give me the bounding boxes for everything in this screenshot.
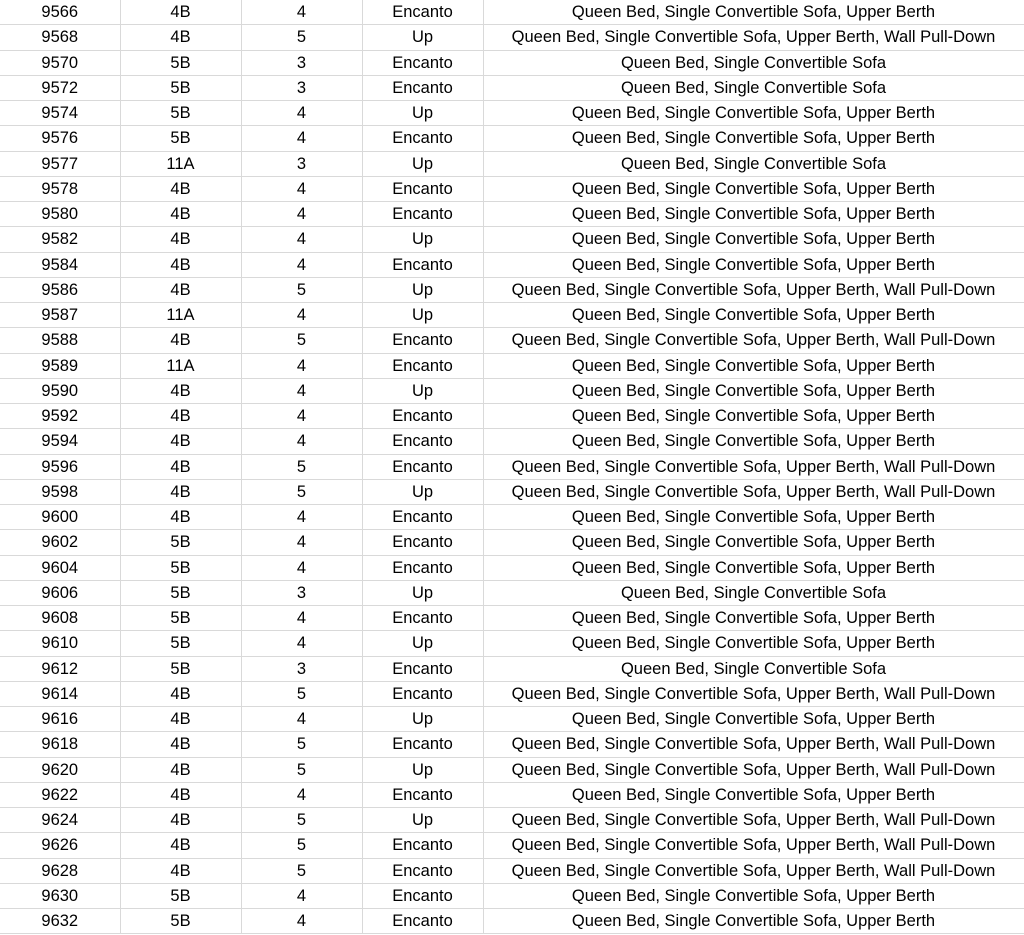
cell-cabin-number[interactable]: 9596: [0, 454, 120, 479]
cell-cabin-number[interactable]: 9578: [0, 176, 120, 201]
cell-location[interactable]: Up: [362, 757, 483, 782]
cell-bed-configuration[interactable]: Queen Bed, Single Convertible Sofa, Upper Berth, Wall Pull-Down: [483, 681, 1024, 706]
cell-deck[interactable]: 4B: [120, 0, 241, 25]
cell-bed-configuration[interactable]: Queen Bed, Single Convertible Sofa, Upper Berth: [483, 909, 1024, 934]
cell-deck[interactable]: 5B: [120, 631, 241, 656]
cell-occupancy[interactable]: 5: [241, 454, 362, 479]
cell-bed-configuration[interactable]: Queen Bed, Single Convertible Sofa, Upper Berth, Wall Pull-Down: [483, 833, 1024, 858]
cell-occupancy[interactable]: 5: [241, 25, 362, 50]
cell-bed-configuration[interactable]: Queen Bed, Single Convertible Sofa, Upper Berth: [483, 101, 1024, 126]
cell-deck[interactable]: 5B: [120, 101, 241, 126]
cell-occupancy[interactable]: 4: [241, 378, 362, 403]
cell-deck[interactable]: 4B: [120, 252, 241, 277]
cell-deck[interactable]: 4B: [120, 833, 241, 858]
cell-bed-configuration[interactable]: Queen Bed, Single Convertible Sofa, Upper Berth: [483, 505, 1024, 530]
table-row: [0, 252, 1024, 277]
cell-location[interactable]: Up: [362, 808, 483, 833]
cell-cabin-number[interactable]: 9612: [0, 656, 120, 681]
cell-cabin-number[interactable]: 9572: [0, 75, 120, 100]
cell-deck[interactable]: 11A: [120, 353, 241, 378]
table-row: [0, 782, 1024, 807]
cell-occupancy[interactable]: 5: [241, 808, 362, 833]
cell-cabin-number[interactable]: 9566: [0, 0, 120, 25]
table-row: [0, 126, 1024, 151]
table-row: [0, 808, 1024, 833]
cell-cabin-number[interactable]: 9584: [0, 252, 120, 277]
cell-occupancy[interactable]: 4: [241, 126, 362, 151]
cell-deck[interactable]: 5B: [120, 530, 241, 555]
cell-deck[interactable]: 5B: [120, 75, 241, 100]
cell-deck[interactable]: 5B: [120, 606, 241, 631]
cell-occupancy[interactable]: 5: [241, 681, 362, 706]
cell-location[interactable]: Encanto: [362, 328, 483, 353]
cell-location[interactable]: Encanto: [362, 505, 483, 530]
cell-cabin-number[interactable]: 9598: [0, 479, 120, 504]
cell-location[interactable]: Encanto: [362, 353, 483, 378]
cell-bed-configuration[interactable]: Queen Bed, Single Convertible Sofa, Upper Berth: [483, 303, 1024, 328]
cell-occupancy[interactable]: 4: [241, 353, 362, 378]
cell-cabin-number[interactable]: 9587: [0, 303, 120, 328]
table-row: [0, 0, 1024, 25]
cell-occupancy[interactable]: 4: [241, 404, 362, 429]
cell-bed-configuration[interactable]: Queen Bed, Single Convertible Sofa, Upper Berth: [483, 429, 1024, 454]
cell-occupancy[interactable]: 5: [241, 479, 362, 504]
cell-location[interactable]: Encanto: [362, 883, 483, 908]
cell-occupancy[interactable]: 4: [241, 530, 362, 555]
cell-occupancy[interactable]: 4: [241, 707, 362, 732]
cell-cabin-number[interactable]: 9610: [0, 631, 120, 656]
cell-bed-configuration[interactable]: Queen Bed, Single Convertible Sofa, Upper Berth: [483, 631, 1024, 656]
cell-bed-configuration[interactable]: Queen Bed, Single Convertible Sofa, Upper Berth, Wall Pull-Down: [483, 277, 1024, 302]
table-row: [0, 454, 1024, 479]
cell-bed-configuration[interactable]: Queen Bed, Single Convertible Sofa: [483, 75, 1024, 100]
cell-cabin-number[interactable]: 9577: [0, 151, 120, 176]
cell-bed-configuration[interactable]: Queen Bed, Single Convertible Sofa, Upper Berth, Wall Pull-Down: [483, 808, 1024, 833]
table-row: [0, 757, 1024, 782]
cell-occupancy[interactable]: 4: [241, 631, 362, 656]
cell-cabin-number[interactable]: 9568: [0, 25, 120, 50]
cell-location[interactable]: Encanto: [362, 681, 483, 706]
cell-bed-configuration[interactable]: Queen Bed, Single Convertible Sofa: [483, 656, 1024, 681]
cell-location[interactable]: Encanto: [362, 126, 483, 151]
cell-occupancy[interactable]: 4: [241, 176, 362, 201]
cell-cabin-number[interactable]: 9594: [0, 429, 120, 454]
table-row: [0, 202, 1024, 227]
cell-deck[interactable]: 5B: [120, 883, 241, 908]
cell-cabin-number[interactable]: 9576: [0, 126, 120, 151]
cell-deck[interactable]: 4B: [120, 176, 241, 201]
cell-deck[interactable]: 4B: [120, 25, 241, 50]
cell-deck[interactable]: 4B: [120, 277, 241, 302]
cell-deck[interactable]: 4B: [120, 782, 241, 807]
cell-location[interactable]: Encanto: [362, 404, 483, 429]
cell-location[interactable]: Up: [362, 101, 483, 126]
table-row: [0, 833, 1024, 858]
table-row: [0, 656, 1024, 681]
cell-deck[interactable]: 4B: [120, 707, 241, 732]
cell-location[interactable]: Up: [362, 277, 483, 302]
cell-cabin-number[interactable]: 9588: [0, 328, 120, 353]
cell-bed-configuration[interactable]: Queen Bed, Single Convertible Sofa: [483, 580, 1024, 605]
cell-deck[interactable]: 4B: [120, 757, 241, 782]
cell-bed-configuration[interactable]: Queen Bed, Single Convertible Sofa, Upper Berth, Wall Pull-Down: [483, 858, 1024, 883]
table-row: [0, 732, 1024, 757]
cell-deck[interactable]: 4B: [120, 858, 241, 883]
cell-bed-configuration[interactable]: Queen Bed, Single Convertible Sofa, Upper Berth: [483, 202, 1024, 227]
cell-occupancy[interactable]: 4: [241, 782, 362, 807]
table-row: [0, 555, 1024, 580]
cell-bed-configuration[interactable]: Queen Bed, Single Convertible Sofa, Upper Berth: [483, 252, 1024, 277]
cell-bed-configuration[interactable]: Queen Bed, Single Convertible Sofa, Upper Berth: [483, 883, 1024, 908]
cell-occupancy[interactable]: 5: [241, 277, 362, 302]
cell-location[interactable]: Encanto: [362, 252, 483, 277]
table-row: [0, 681, 1024, 706]
table-row: [0, 303, 1024, 328]
cell-cabin-number[interactable]: 9616: [0, 707, 120, 732]
cell-location[interactable]: Encanto: [362, 909, 483, 934]
cell-occupancy[interactable]: 3: [241, 75, 362, 100]
cell-deck[interactable]: 11A: [120, 151, 241, 176]
table-row: [0, 707, 1024, 732]
cell-deck[interactable]: 5B: [120, 909, 241, 934]
table-row: [0, 606, 1024, 631]
cell-occupancy[interactable]: 3: [241, 656, 362, 681]
cell-location[interactable]: Up: [362, 25, 483, 50]
cell-bed-configuration[interactable]: Queen Bed, Single Convertible Sofa, Upper Berth: [483, 227, 1024, 252]
cell-deck[interactable]: 4B: [120, 454, 241, 479]
cell-cabin-number[interactable]: 9608: [0, 606, 120, 631]
cell-location[interactable]: Encanto: [362, 656, 483, 681]
table-row: [0, 631, 1024, 656]
cell-deck[interactable]: 5B: [120, 555, 241, 580]
cell-bed-configuration[interactable]: Queen Bed, Single Convertible Sofa, Upper Berth: [483, 606, 1024, 631]
cell-location[interactable]: Up: [362, 151, 483, 176]
table-row: [0, 909, 1024, 934]
table-row: [0, 176, 1024, 201]
table-row: [0, 75, 1024, 100]
cell-bed-configuration[interactable]: Queen Bed, Single Convertible Sofa, Upper Berth: [483, 353, 1024, 378]
cell-bed-configuration[interactable]: Queen Bed, Single Convertible Sofa, Upper Berth, Wall Pull-Down: [483, 732, 1024, 757]
cell-location[interactable]: Encanto: [362, 606, 483, 631]
cell-occupancy[interactable]: 5: [241, 858, 362, 883]
cell-location[interactable]: Up: [362, 227, 483, 252]
cell-deck[interactable]: 4B: [120, 732, 241, 757]
cell-deck[interactable]: 4B: [120, 479, 241, 504]
cell-occupancy[interactable]: 4: [241, 303, 362, 328]
cell-cabin-number[interactable]: 9604: [0, 555, 120, 580]
cell-location[interactable]: Encanto: [362, 555, 483, 580]
cell-location[interactable]: Encanto: [362, 858, 483, 883]
cell-bed-configuration[interactable]: Queen Bed, Single Convertible Sofa, Upper Berth: [483, 126, 1024, 151]
table-row: [0, 353, 1024, 378]
cell-deck[interactable]: 5B: [120, 50, 241, 75]
cell-bed-configuration[interactable]: Queen Bed, Single Convertible Sofa, Upper Berth: [483, 0, 1024, 25]
cell-cabin-number[interactable]: 9624: [0, 808, 120, 833]
cell-deck[interactable]: 4B: [120, 808, 241, 833]
table-row: [0, 25, 1024, 50]
cell-deck[interactable]: 4B: [120, 227, 241, 252]
cell-occupancy[interactable]: 4: [241, 555, 362, 580]
cell-location[interactable]: Encanto: [362, 0, 483, 25]
cell-deck[interactable]: 4B: [120, 202, 241, 227]
cell-bed-configuration[interactable]: Queen Bed, Single Convertible Sofa, Upper Berth: [483, 530, 1024, 555]
cell-occupancy[interactable]: 4: [241, 252, 362, 277]
cell-bed-configuration[interactable]: Queen Bed, Single Convertible Sofa, Upper Berth: [483, 404, 1024, 429]
cell-location[interactable]: Encanto: [362, 75, 483, 100]
cell-location[interactable]: Encanto: [362, 202, 483, 227]
cell-bed-configuration[interactable]: Queen Bed, Single Convertible Sofa: [483, 151, 1024, 176]
cell-deck[interactable]: 4B: [120, 404, 241, 429]
table-row: [0, 404, 1024, 429]
cell-deck[interactable]: 5B: [120, 580, 241, 605]
cell-cabin-number[interactable]: 9590: [0, 378, 120, 403]
cell-bed-configuration[interactable]: Queen Bed, Single Convertible Sofa, Upper Berth, Wall Pull-Down: [483, 454, 1024, 479]
cell-bed-configuration[interactable]: Queen Bed, Single Convertible Sofa, Upper Berth: [483, 378, 1024, 403]
cell-deck[interactable]: 11A: [120, 303, 241, 328]
cell-cabin-number[interactable]: 9602: [0, 530, 120, 555]
cell-cabin-number[interactable]: 9600: [0, 505, 120, 530]
cell-bed-configuration[interactable]: Queen Bed, Single Convertible Sofa, Upper Berth, Wall Pull-Down: [483, 25, 1024, 50]
cell-bed-configuration[interactable]: Queen Bed, Single Convertible Sofa, Upper Berth, Wall Pull-Down: [483, 479, 1024, 504]
cell-deck[interactable]: 4B: [120, 681, 241, 706]
cell-cabin-number[interactable]: 9574: [0, 101, 120, 126]
cell-location[interactable]: Encanto: [362, 176, 483, 201]
table-row: [0, 378, 1024, 403]
table-row: [0, 227, 1024, 252]
cell-cabin-number[interactable]: 9606: [0, 580, 120, 605]
cell-cabin-number[interactable]: 9626: [0, 833, 120, 858]
cell-deck[interactable]: 5B: [120, 126, 241, 151]
cell-occupancy[interactable]: 4: [241, 505, 362, 530]
cell-bed-configuration[interactable]: Queen Bed, Single Convertible Sofa, Upper Berth: [483, 707, 1024, 732]
cell-bed-configuration[interactable]: Queen Bed, Single Convertible Sofa, Upper Berth, Wall Pull-Down: [483, 328, 1024, 353]
cell-location[interactable]: Up: [362, 631, 483, 656]
cell-deck[interactable]: 4B: [120, 429, 241, 454]
cell-occupancy[interactable]: 3: [241, 151, 362, 176]
cell-bed-configuration[interactable]: Queen Bed, Single Convertible Sofa, Upper Berth: [483, 176, 1024, 201]
table-row: [0, 505, 1024, 530]
cell-cabin-number[interactable]: 9570: [0, 50, 120, 75]
table-row: [0, 429, 1024, 454]
cell-location[interactable]: Up: [362, 580, 483, 605]
cell-occupancy[interactable]: 3: [241, 50, 362, 75]
cell-occupancy[interactable]: 4: [241, 101, 362, 126]
cell-occupancy[interactable]: 4: [241, 0, 362, 25]
cell-cabin-number[interactable]: 9622: [0, 782, 120, 807]
cell-location[interactable]: Encanto: [362, 429, 483, 454]
cell-cabin-number[interactable]: 9618: [0, 732, 120, 757]
table-row: [0, 858, 1024, 883]
cell-cabin-number[interactable]: 9589: [0, 353, 120, 378]
cell-bed-configuration[interactable]: Queen Bed, Single Convertible Sofa, Upper Berth: [483, 555, 1024, 580]
cell-occupancy[interactable]: 4: [241, 606, 362, 631]
cell-location[interactable]: Encanto: [362, 782, 483, 807]
cell-bed-configuration[interactable]: Queen Bed, Single Convertible Sofa, Upper Berth: [483, 782, 1024, 807]
cell-occupancy[interactable]: 4: [241, 227, 362, 252]
cell-occupancy[interactable]: 4: [241, 202, 362, 227]
cell-deck[interactable]: 4B: [120, 378, 241, 403]
cell-occupancy[interactable]: 5: [241, 732, 362, 757]
cell-cabin-number[interactable]: 9592: [0, 404, 120, 429]
table-row: [0, 530, 1024, 555]
table-row: [0, 151, 1024, 176]
cell-cabin-number[interactable]: 9582: [0, 227, 120, 252]
cell-occupancy[interactable]: 4: [241, 909, 362, 934]
cell-bed-configuration[interactable]: Queen Bed, Single Convertible Sofa: [483, 50, 1024, 75]
cell-cabin-number[interactable]: 9632: [0, 909, 120, 934]
cell-occupancy[interactable]: 4: [241, 429, 362, 454]
cell-cabin-number[interactable]: 9580: [0, 202, 120, 227]
cell-location[interactable]: Up: [362, 479, 483, 504]
cell-cabin-number[interactable]: 9586: [0, 277, 120, 302]
cell-occupancy[interactable]: 5: [241, 833, 362, 858]
cell-location[interactable]: Encanto: [362, 454, 483, 479]
cell-cabin-number[interactable]: 9630: [0, 883, 120, 908]
table-row: [0, 328, 1024, 353]
cell-occupancy[interactable]: 4: [241, 883, 362, 908]
cell-location[interactable]: Up: [362, 303, 483, 328]
table-row: [0, 580, 1024, 605]
cell-deck[interactable]: 4B: [120, 505, 241, 530]
table-row: [0, 479, 1024, 504]
cell-deck[interactable]: 4B: [120, 328, 241, 353]
table-row: [0, 101, 1024, 126]
table-row: [0, 883, 1024, 908]
cell-location[interactable]: Up: [362, 378, 483, 403]
cell-location[interactable]: Encanto: [362, 50, 483, 75]
cell-cabin-number[interactable]: 9620: [0, 757, 120, 782]
cell-bed-configuration[interactable]: Queen Bed, Single Convertible Sofa, Upper Berth, Wall Pull-Down: [483, 757, 1024, 782]
cell-deck[interactable]: 5B: [120, 656, 241, 681]
cell-cabin-number[interactable]: 9614: [0, 681, 120, 706]
cell-occupancy[interactable]: 3: [241, 580, 362, 605]
table-row: [0, 277, 1024, 302]
cell-occupancy[interactable]: 5: [241, 328, 362, 353]
cell-occupancy[interactable]: 5: [241, 757, 362, 782]
cell-location[interactable]: Encanto: [362, 732, 483, 757]
cell-location[interactable]: Encanto: [362, 530, 483, 555]
cell-location[interactable]: Encanto: [362, 833, 483, 858]
cell-cabin-number[interactable]: 9628: [0, 858, 120, 883]
cell-location[interactable]: Up: [362, 707, 483, 732]
table-row: [0, 50, 1024, 75]
